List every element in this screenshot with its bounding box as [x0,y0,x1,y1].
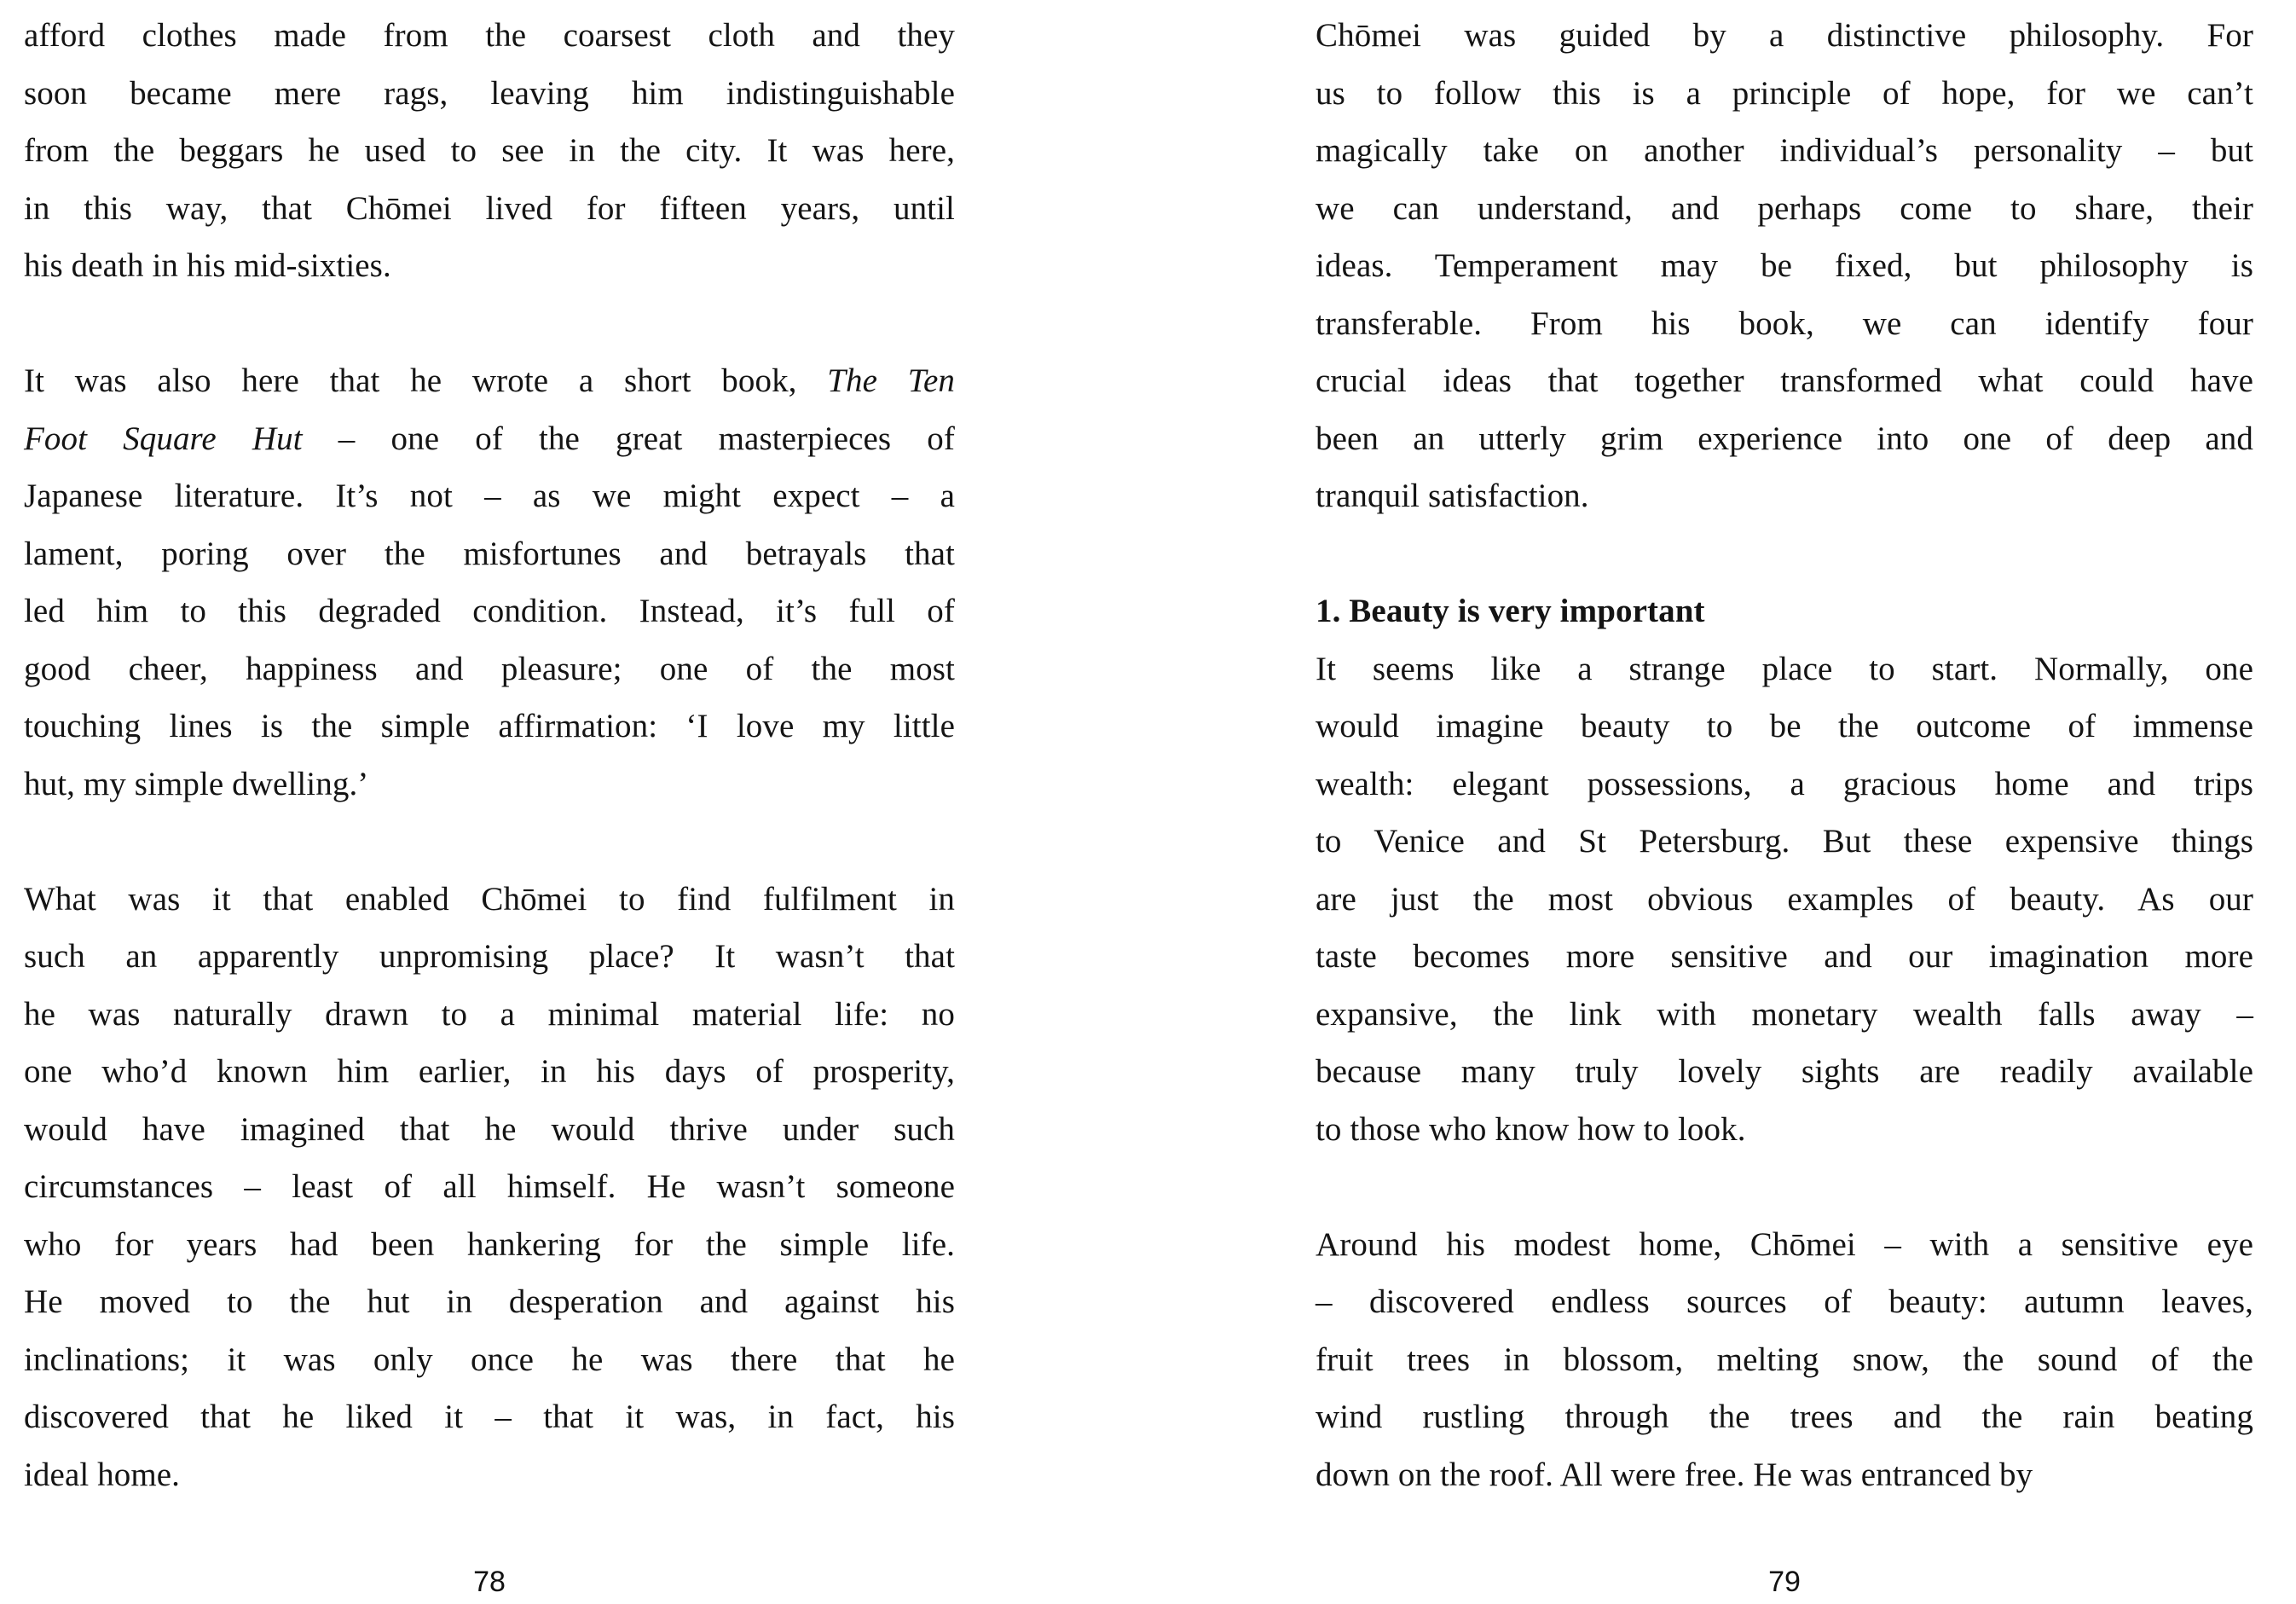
text-line: who for years had been hankering for the simple life. [24,1225,955,1263]
left-page-text-column [24,7,955,1503]
text-line: crucial ideas that together transformed what could have [1316,362,2253,399]
body-paragraph [1316,640,2253,1159]
text-line: ideas. Temperament may be fixed, but philosophy is [1316,247,2253,284]
body-paragraph [24,352,955,813]
text-line: Around his modest home, Chōmei – with a sensitive eye [1316,1225,2253,1263]
body-paragraph [24,7,955,295]
text-line: circumstances – least of all himself. He wasn’t someone [24,1168,955,1205]
text-line: would imagine beauty to be the outcome of immense [1316,708,2253,744]
text-line: It was also here that he wrote a short book, The Ten [24,362,955,399]
text-line: we can understand, and perhaps come to share, their [1316,189,2253,227]
page-number-right: 79 [1768,1566,1801,1598]
text-line: his death in his mid-sixties. [24,247,391,284]
text-line: such an apparently unpromising place? It wasn’t that [24,938,955,975]
text-line: lament, poring over the misfortunes and betrayals that [24,535,955,572]
text-line: transferable. From his book, we can identify four [1316,304,2253,342]
text-line: to Venice and St Petersburg. But these expensive things [1316,823,2253,860]
text-line: led him to this degraded condition. Instead, it’s full of [24,593,955,629]
text-line: because many truly lovely sights are readily available [1316,1053,2253,1090]
text-line: hut, my simple dwelling.’ [24,765,369,802]
text-line: are just the most obvious examples of beauty. As our [1316,880,2253,918]
text-line: expansive, the link with monetary wealth falls away – [1316,995,2253,1033]
text-line: us to follow this is a principle of hope, for we can’t [1316,74,2253,112]
text-line: been an utterly grim experience into one of deep and [1316,420,2253,457]
text-line: wind rustling through the trees and the rain beating [1316,1398,2253,1435]
body-paragraph [24,871,955,1504]
text-line: would have imagined that he would thrive under such [24,1110,955,1148]
text-line: Chōmei was guided by a distinctive philosophy. For [1316,17,2253,54]
text-line: ideal home. [24,1456,181,1493]
text-line: in this way, that Chōmei lived for fifteen years, until [24,189,955,227]
section-heading: 1. Beauty is very important [1316,593,1705,629]
text-line: – discovered endless sources of beauty: autumn leaves, [1316,1283,2253,1320]
text-line: one who’d known him earlier, in his days of prosperity, [24,1053,955,1090]
text-line: afford clothes made from the coarsest cloth and they [24,17,955,54]
text-line: good cheer, happiness and pleasure; one of the most [24,650,955,687]
text-line: Foot Square Hut – one of the great masterpieces of [24,420,955,457]
text-line: wealth: elegant possessions, a gracious home and trips [1316,765,2253,802]
body-paragraph [1316,1216,2253,1504]
text-line: from the beggars he used to see in the city. It was here, [24,132,955,169]
text-line: Japanese literature. It’s not – as we might expect – a [24,478,955,514]
text-line: What was it that enabled Chōmei to find fulfilment in [24,880,955,918]
text-line: taste becomes more sensitive and our imagination more [1316,938,2253,975]
text-line: magically take on another individual’s personality – but [1316,132,2253,169]
page-number-left: 78 [473,1566,506,1598]
text-line: soon became mere rags, leaving him indistinguishable [24,74,955,112]
text-line: to those who know how to look. [1316,1110,1746,1148]
text-line: fruit trees in blossom, melting snow, the sound of the [1316,1341,2253,1378]
text-line: It seems like a strange place to start. Normally, one [1316,650,2253,687]
text-line: he was naturally drawn to a minimal material life: no [24,995,955,1033]
text-line: discovered that he liked it – that it was, in fact, his [24,1398,955,1435]
text-line: He moved to the hut in desperation and against his [24,1283,955,1320]
text-line: down on the roof. All were free. He was entranced by [1316,1456,2033,1493]
text-line: inclinations; it was only once he was there that he [24,1341,955,1378]
text-line: tranquil satisfaction. [1316,478,1589,514]
right-page-text-column [1316,7,2253,1503]
body-paragraph [1316,7,2253,525]
text-line: touching lines is the simple affirmation: ‘I love my little [24,708,955,744]
